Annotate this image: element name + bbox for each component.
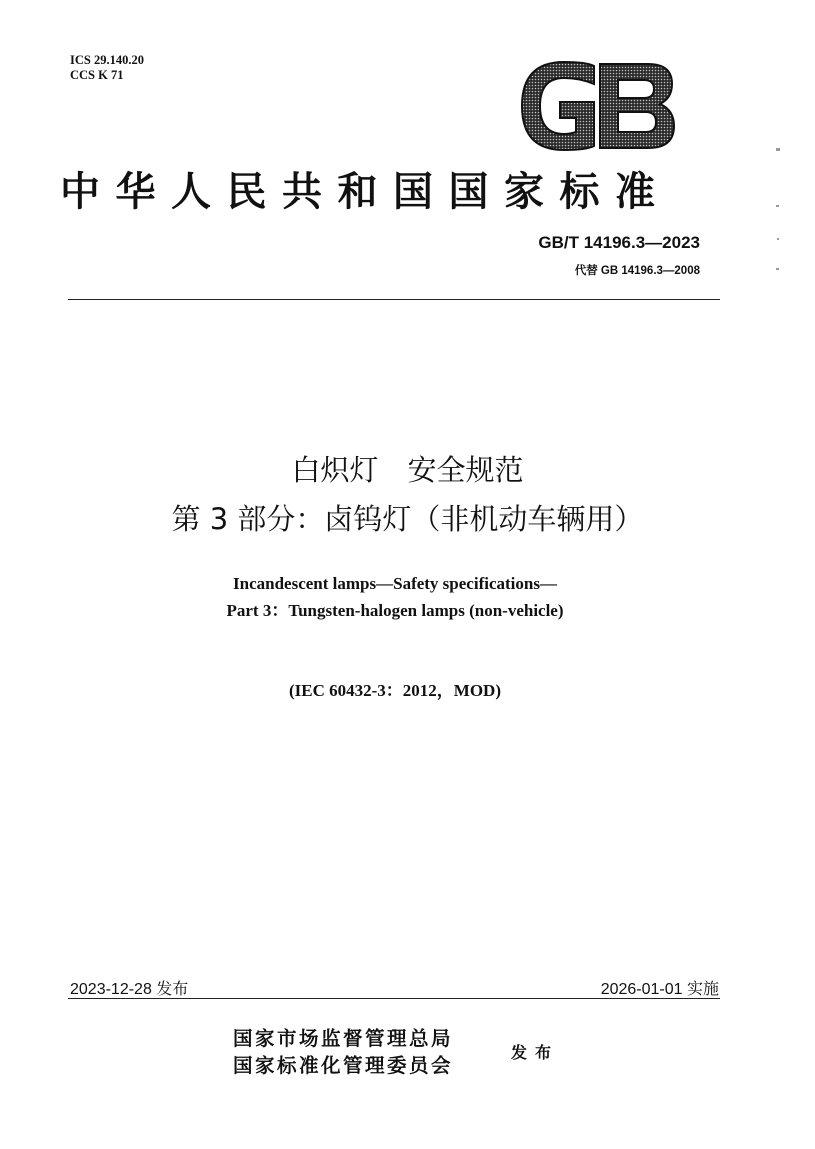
gb-logo xyxy=(516,60,678,152)
chinese-title-line-2: 第 3 部分：卤钨灯（非机动车辆用） xyxy=(171,502,644,536)
publish-label: 发布 xyxy=(511,1043,560,1062)
classification-codes xyxy=(70,53,144,83)
national-standard-title: 中华人民共和国国家标准 xyxy=(60,168,671,215)
chinese-title-line-1: 白炽灯 安全规范 xyxy=(291,453,524,487)
ics-code: ICS 29.140.20 xyxy=(70,53,144,67)
ccs-code: CCS K 71 xyxy=(70,68,124,82)
authority-sac: 国家标准化管理委员会 xyxy=(233,1054,454,1077)
scan-mark xyxy=(776,205,779,207)
english-title-line-2: Part 3：Tungsten-halogen lamps (non-vehicle) xyxy=(226,601,564,620)
implementation-date: 2026-01-01 实施 xyxy=(600,981,719,998)
iec-equivalence: (IEC 60432-3：2012，MOD) xyxy=(288,681,501,700)
issue-date: 2023-12-28 发布 xyxy=(70,981,189,998)
issuing-authorities xyxy=(233,1025,453,1079)
top-rule xyxy=(68,299,720,300)
scan-mark xyxy=(776,148,780,151)
scan-mark xyxy=(777,238,779,240)
standard-number: GB/T 14196.3—2023 xyxy=(538,233,700,252)
bottom-rule xyxy=(68,998,720,999)
authority-samr: 国家市场监督管理总局 xyxy=(233,1027,454,1050)
replaced-standard: 代替 GB 14196.3—2008 xyxy=(574,265,700,277)
scan-mark xyxy=(776,268,779,270)
english-title-line-1: Incandescent lamps—Safety specifications— xyxy=(233,574,557,593)
